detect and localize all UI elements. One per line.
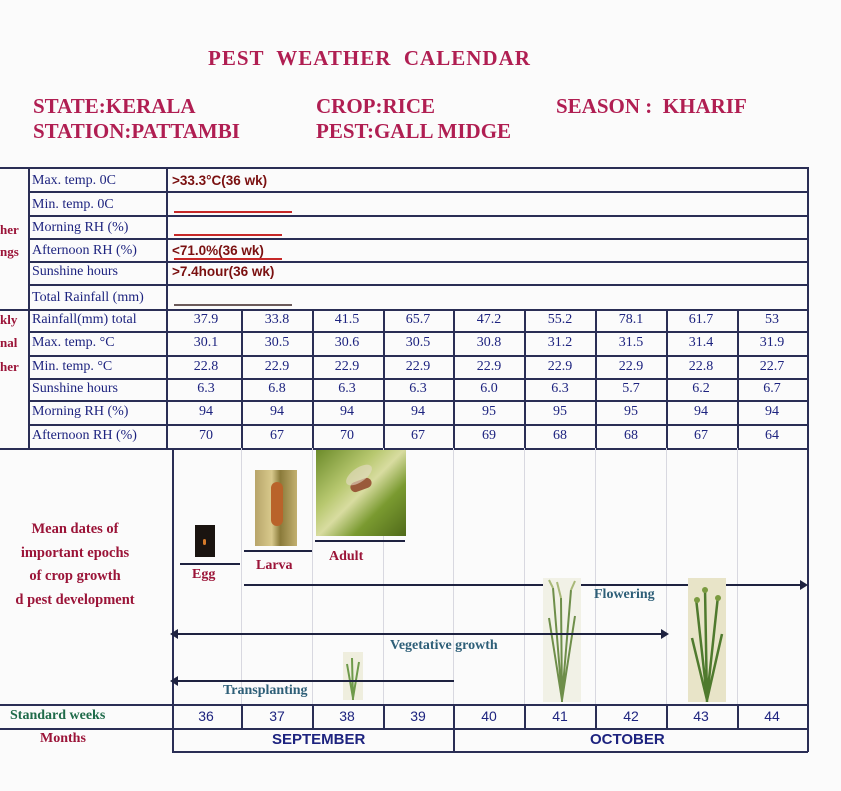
normal-cell: 53 (765, 312, 779, 327)
month-october: OCTOBER (590, 731, 665, 748)
normal-cell: 69 (482, 428, 496, 443)
normal-cell: 41.5 (334, 312, 360, 327)
normal-cell: 30.5 (405, 335, 431, 350)
larva-arrow (244, 550, 312, 552)
epochs-title-line: Mean dates of (31, 521, 119, 537)
normal-cell: 22.9 (618, 359, 644, 374)
normal-cell: 22.9 (476, 359, 502, 374)
normal-cell: 22.9 (405, 359, 431, 374)
flowering-label: Flowering (594, 587, 655, 602)
week-cell: 44 (764, 708, 780, 724)
side-label-fragment: her (0, 359, 19, 374)
normal-cell: 94 (199, 404, 213, 419)
normal-cell: 70 (199, 428, 213, 443)
side-label-fragment: kly (0, 312, 18, 327)
epochs-title-line: d pest development (15, 591, 135, 608)
epochs-side-title (0, 518, 160, 612)
normal-cell: 61.7 (688, 312, 714, 327)
adult-label: Adult (329, 549, 364, 564)
normal-cell: 22.7 (759, 359, 785, 374)
arrow-head-icon (170, 629, 178, 639)
week-cell: 42 (623, 708, 639, 724)
week-cell: 41 (552, 708, 568, 724)
normal-cell: 68 (553, 428, 567, 443)
normal-cell: 78.1 (618, 312, 644, 327)
side-label-fragment: nal (0, 335, 18, 350)
season-label: SEASON : KHARIF (556, 94, 747, 118)
vegetative-arrow (174, 633, 664, 635)
state-label: STATE:KERALA (33, 94, 196, 118)
normal-cell: 65.7 (405, 312, 431, 327)
normal-cell: 55.2 (547, 312, 573, 327)
transplanting-label: Transplanting (223, 683, 308, 698)
normal-cell: 6.3 (338, 381, 356, 396)
adult-arrow (315, 540, 405, 542)
crop-label: CROP:RICE (316, 94, 435, 118)
normal-cell: 31.4 (688, 335, 714, 350)
normal-cell: 30.5 (264, 335, 290, 350)
normal-cell: 31.2 (547, 335, 573, 350)
normal-cell: 67 (411, 428, 425, 443)
normal-cell: 22.8 (193, 359, 219, 374)
larva-label: Larva (256, 558, 293, 573)
normal-cell: 22.9 (547, 359, 573, 374)
threshold-line (174, 211, 292, 213)
arrow-head-icon (170, 676, 178, 686)
normal-cell: 94 (765, 404, 779, 419)
transplanting-arrow (174, 680, 454, 682)
normal-row-label: Afternoon RH (%) (32, 428, 137, 443)
rice-plant-flowering-image (543, 578, 581, 702)
crit-row-label: Sunshine hours (32, 264, 118, 279)
normal-cell: 5.7 (622, 381, 640, 396)
normal-cell: 94 (694, 404, 708, 419)
egg-arrow (180, 563, 240, 565)
normal-cell: 94 (411, 404, 425, 419)
threshold-line (174, 234, 282, 236)
egg-image (195, 525, 215, 557)
crit-value: >33.3°C(36 wk) (172, 173, 268, 188)
side-label-fragment: ngs (0, 244, 19, 259)
normal-cell: 67 (270, 428, 284, 443)
normal-cell: 67 (694, 428, 708, 443)
normal-cell: 30.6 (334, 335, 360, 350)
month-september: SEPTEMBER (272, 731, 366, 748)
normal-cell: 95 (624, 404, 638, 419)
vegetative-label: Vegetative growth (390, 638, 498, 653)
normal-cell: 68 (624, 428, 638, 443)
threshold-line (174, 304, 292, 306)
normal-cell: 31.9 (759, 335, 785, 350)
normal-cell: 30.1 (193, 335, 219, 350)
normal-cell: 6.0 (480, 381, 498, 396)
normal-row-label: Rainfall(mm) total (32, 312, 137, 327)
normal-cell: 33.8 (264, 312, 290, 327)
standard-weeks-label: Standard weeks (10, 708, 106, 723)
normal-cell: 6.3 (197, 381, 215, 396)
months-label: Months (40, 731, 86, 746)
normal-cell: 22.9 (334, 359, 360, 374)
normal-cell: 6.7 (763, 381, 781, 396)
side-label-fragment: her (0, 222, 19, 237)
crit-row-label: Morning RH (%) (32, 220, 129, 235)
crit-value: >7.4hour(36 wk) (172, 264, 275, 279)
normal-row-label: Min. temp. °C (32, 359, 113, 374)
normal-cell: 95 (553, 404, 567, 419)
pest-label: PEST:GALL MIDGE (316, 119, 512, 143)
normal-cell: 94 (270, 404, 284, 419)
crit-row-label: Total Rainfall (mm) (32, 290, 144, 305)
threshold-line (174, 258, 282, 260)
normal-cell: 64 (765, 428, 779, 443)
week-cell: 38 (339, 708, 355, 724)
normal-cell: 37.9 (193, 312, 219, 327)
egg-label: Egg (192, 567, 216, 582)
crit-value: <71.0%(36 wk) (172, 243, 264, 258)
crit-row-label: Min. temp. 0C (32, 197, 114, 212)
normal-cell: 6.8 (268, 381, 286, 396)
week-cell: 39 (410, 708, 426, 724)
arrow-head-icon (661, 629, 669, 639)
rice-plant-mature-image (688, 578, 726, 702)
arrow-head-icon (800, 580, 808, 590)
normal-cell: 6.3 (551, 381, 569, 396)
normal-cell: 47.2 (476, 312, 502, 327)
rice-seedling-image (343, 652, 363, 700)
crit-row-label: Max. temp. 0C (32, 173, 116, 188)
larva-image (255, 470, 297, 546)
normal-row-label: Sunshine hours (32, 381, 118, 396)
week-cell: 37 (269, 708, 285, 724)
page-title: PEST WEATHER CALENDAR (208, 46, 531, 70)
normal-row-label: Morning RH (%) (32, 404, 129, 419)
normal-cell: 22.8 (688, 359, 714, 374)
epochs-title-line: of crop growth (29, 568, 121, 584)
normal-cell: 6.2 (692, 381, 710, 396)
epochs-title-line: important epochs (20, 544, 130, 561)
normal-cell: 6.3 (409, 381, 427, 396)
normal-cell: 30.8 (476, 335, 502, 350)
normal-cell: 94 (340, 404, 354, 419)
week-cell: 40 (481, 708, 497, 724)
normal-row-label: Max. temp. °C (32, 335, 115, 350)
normal-cell: 22.9 (264, 359, 290, 374)
adult-image (316, 450, 406, 536)
crit-row-label: Afternoon RH (%) (32, 243, 137, 258)
normal-cell: 70 (340, 428, 354, 443)
station-label: STATION:PATTAMBI (33, 119, 240, 143)
normal-cell: 31.5 (618, 335, 644, 350)
week-cell: 43 (693, 708, 709, 724)
normal-cell: 95 (482, 404, 496, 419)
week-cell: 36 (198, 708, 214, 724)
